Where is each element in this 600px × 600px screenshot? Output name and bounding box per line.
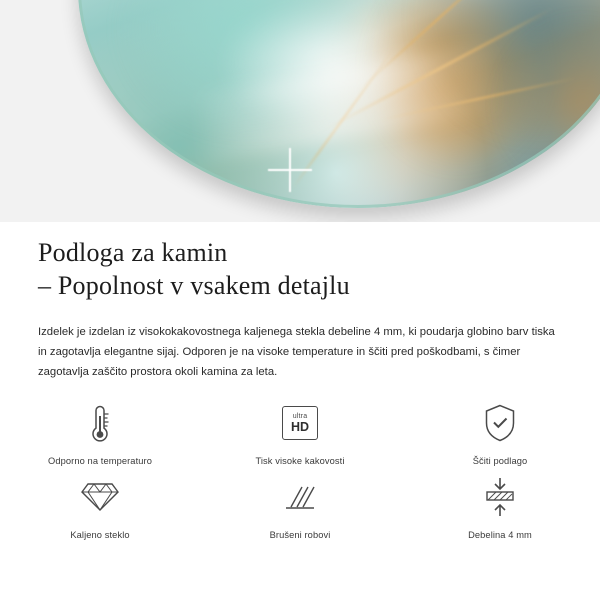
polished-edges-icon: [282, 474, 318, 520]
feature-grid: [0, 392, 600, 540]
feature-label: Debelina 4 mm: [468, 530, 532, 540]
feature-surface-protection: [400, 392, 600, 466]
diamond-icon: [80, 474, 120, 520]
thermometer-icon: [83, 400, 117, 446]
feature-temperature-resistant: [0, 392, 200, 466]
feature-label: Tisk visoke kakovosti: [255, 456, 345, 466]
feature-label: Brušeni robovi: [269, 530, 331, 540]
feature-label: Ščiti podlago: [472, 456, 528, 466]
ultra-hd-badge-bottom: HD: [290, 419, 310, 434]
shield-check-icon: [482, 400, 518, 446]
feature-label: Kaljeno steklo: [70, 530, 130, 540]
ultra-hd-badge-top: ultra: [292, 412, 308, 420]
headline-line-2: – Popolnost v vsakem detajlu: [38, 271, 350, 300]
thickness-arrows-icon: [482, 474, 518, 520]
feature-polished-edges: [200, 466, 400, 540]
feature-row-1: [0, 392, 600, 466]
feature-row-2: [0, 466, 600, 540]
feature-thickness: [400, 466, 600, 540]
description-paragraph: Izdelek je izdelan iz visokokakovostnega kaljenega stekla debeline 4 mm, ki poudarja globino barv tiska in zagotavlja elegantne sijaj. Odporen je na visoke temperature in ščiti pred poškodbami, s čimer zagotavlja zaščito prostora okoli kamina za leta.: [38, 326, 555, 378]
feature-label: Odporno na temperaturo: [47, 456, 152, 466]
feature-tempered-glass: [0, 466, 200, 540]
hero-image: [0, 0, 600, 222]
text-content: [0, 222, 600, 382]
page-title: [0, 222, 600, 302]
feature-print-quality: [200, 392, 400, 466]
ultra-hd-icon: [282, 400, 318, 446]
headline-line-1: Podloga za kamin: [38, 238, 228, 267]
